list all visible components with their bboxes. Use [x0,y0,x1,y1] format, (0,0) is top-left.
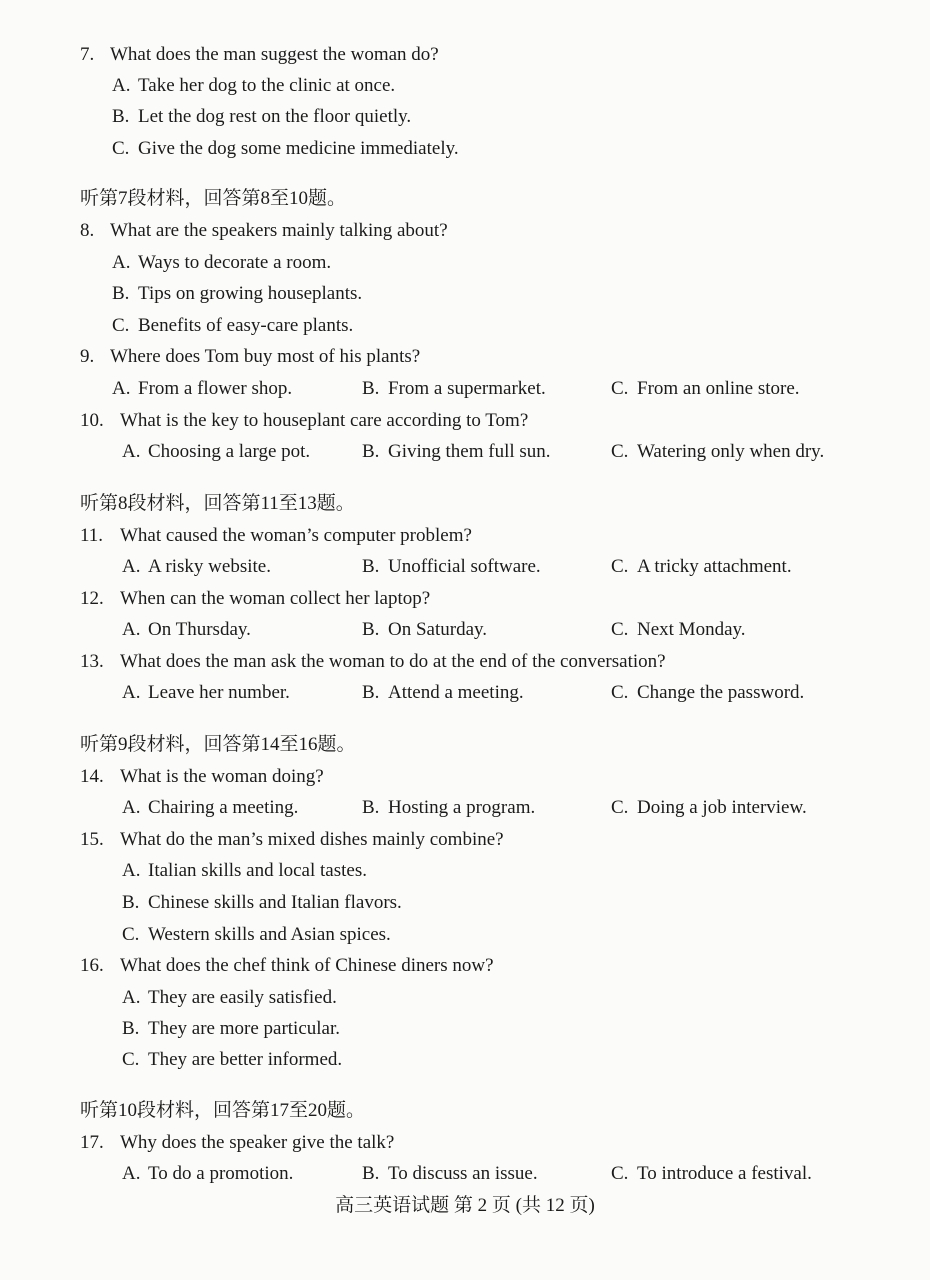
question-number: 13. [80,651,104,672]
option-13a [122,681,290,705]
option-letter: C. [122,1049,140,1070]
option-letter: B. [362,441,380,462]
question-14 [80,765,324,789]
question-text: What is the woman doing? [120,766,324,787]
question-text: What does the man suggest the woman do? [110,44,439,65]
question-text: What do the man’s mixed dishes mainly combine? [120,829,504,850]
option-text: Watering only when dry. [637,441,825,462]
option-text: They are easily satisfied. [148,987,337,1008]
question-number: 7. [80,44,95,65]
option-letter: A. [122,619,141,640]
question-text: What caused the woman’s computer problem? [120,525,472,546]
option-text: Hosting a program. [388,797,536,818]
option-8a [112,251,331,275]
question-13 [80,650,666,674]
option-11c [611,555,792,579]
option-text: A risky website. [148,556,271,577]
option-7c [112,137,459,161]
option-15b [122,891,402,915]
option-14c [611,796,807,820]
question-17 [80,1131,394,1155]
question-number: 16. [80,955,104,976]
option-14b [362,796,535,820]
section-heading-9: 听第9段材料，回答第14至16题。 [80,734,356,755]
option-text: Tips on growing houseplants. [138,283,363,304]
option-letter: A. [122,441,141,462]
option-15a [122,859,367,883]
option-text: Ways to decorate a room. [138,252,332,273]
question-text: What is the key to houseplant care according to Tom? [120,410,529,431]
option-text: Chairing a meeting. [148,797,299,818]
option-letter: B. [362,682,380,703]
option-15c [122,923,391,947]
option-8b [112,282,362,306]
option-letter: A. [122,556,141,577]
option-letter: C. [112,138,130,159]
option-text: Doing a job interview. [637,797,807,818]
option-text: On Thursday. [148,619,251,640]
option-text: They are more particular. [148,1018,341,1039]
option-letter: C. [611,619,629,640]
option-11b [362,555,541,579]
option-13b [362,681,524,705]
option-letter: B. [112,106,130,127]
option-text: To introduce a festival. [637,1163,812,1184]
option-letter: C. [112,315,130,336]
option-letter: B. [122,1018,140,1039]
question-11 [80,524,472,548]
option-text: To discuss an issue. [388,1163,538,1184]
option-9a [112,377,292,401]
section-heading-10: 听第10段材料，回答第17至20题。 [80,1100,366,1121]
option-17a [122,1162,293,1186]
option-text: Chinese skills and Italian flavors. [148,892,402,913]
question-16 [80,954,494,978]
option-text: Giving them full sun. [388,441,551,462]
option-10b [362,440,551,464]
option-text: Let the dog rest on the floor quietly. [138,106,412,127]
option-text: Unofficial software. [388,556,541,577]
option-letter: B. [362,1163,380,1184]
option-11a [122,555,271,579]
option-text: Attend a meeting. [388,682,524,703]
question-number: 15. [80,829,104,850]
option-letter: A. [122,1163,141,1184]
option-text: On Saturday. [388,619,488,640]
question-number: 9. [80,346,95,367]
option-letter: C. [611,682,629,703]
question-number: 14. [80,766,104,787]
option-letter: A. [122,860,141,881]
option-12c [611,618,746,642]
option-13c [611,681,804,705]
page-footer: 高三英语试题 第 2 页 (共 12 页) [335,1195,595,1216]
option-16a [122,986,337,1010]
option-letter: A. [112,252,131,273]
option-text: Leave her number. [148,682,290,703]
option-text: Benefits of easy-care plants. [138,315,354,336]
option-text: A tricky attachment. [637,556,792,577]
question-number: 11. [80,525,104,546]
option-text: From a flower shop. [138,378,293,399]
question-number: 12. [80,588,104,609]
question-number: 10. [80,410,104,431]
option-text: Italian skills and local tastes. [148,860,367,881]
option-12a [122,618,251,642]
option-letter: A. [122,682,141,703]
option-letter: C. [611,797,629,818]
option-text: Choosing a large pot. [148,441,311,462]
option-text: Next Monday. [637,619,746,640]
question-7 [80,43,439,67]
question-15 [80,828,504,852]
option-letter: B. [362,378,380,399]
option-text: From a supermarket. [388,378,546,399]
option-9b [362,377,546,401]
option-text: Take her dog to the clinic at once. [138,75,396,96]
option-letter: A. [112,378,131,399]
option-letter: A. [122,797,141,818]
option-letter: C. [122,924,140,945]
option-text: Change the password. [637,682,805,703]
question-number: 17. [80,1132,104,1153]
option-letter: C. [611,556,629,577]
option-text: Give the dog some medicine immediately. [138,138,459,159]
option-letter: B. [112,283,130,304]
option-10c [611,440,824,464]
option-17c [611,1162,812,1186]
option-12b [362,618,487,642]
section-heading-8: 听第8段材料，回答第11至13题。 [80,493,355,514]
option-16b [122,1017,340,1041]
option-text: Western skills and Asian spices. [148,924,391,945]
option-text: From an online store. [637,378,800,399]
option-letter: A. [112,75,131,96]
option-17b [362,1162,538,1186]
option-text: To do a promotion. [148,1163,294,1184]
option-letter: B. [362,797,380,818]
option-10a [122,440,310,464]
option-7a [112,74,395,98]
question-text: What are the speakers mainly talking about? [110,220,448,241]
question-9 [80,345,420,369]
option-letter: B. [122,892,140,913]
option-16c [122,1048,342,1072]
option-9c [611,377,800,401]
question-text: What does the chef think of Chinese diners now? [120,955,494,976]
question-text: Why does the speaker give the talk? [120,1132,395,1153]
option-text: They are better informed. [148,1049,343,1070]
option-7b [112,105,411,129]
question-12 [80,587,430,611]
option-14a [122,796,298,820]
question-text: What does the man ask the woman to do at the end of the conversation? [120,651,666,672]
option-8c [112,314,353,338]
question-text: Where does Tom buy most of his plants? [110,346,421,367]
question-8 [80,219,448,243]
question-text: When can the woman collect her laptop? [120,588,431,609]
option-letter: C. [611,1163,629,1184]
option-letter: C. [611,441,629,462]
option-letter: B. [362,619,380,640]
option-letter: B. [362,556,380,577]
question-number: 8. [80,220,95,241]
question-10 [80,409,528,433]
section-heading-7: 听第7段材料，回答第8至10题。 [80,188,347,209]
option-letter: C. [611,378,629,399]
option-letter: A. [122,987,141,1008]
